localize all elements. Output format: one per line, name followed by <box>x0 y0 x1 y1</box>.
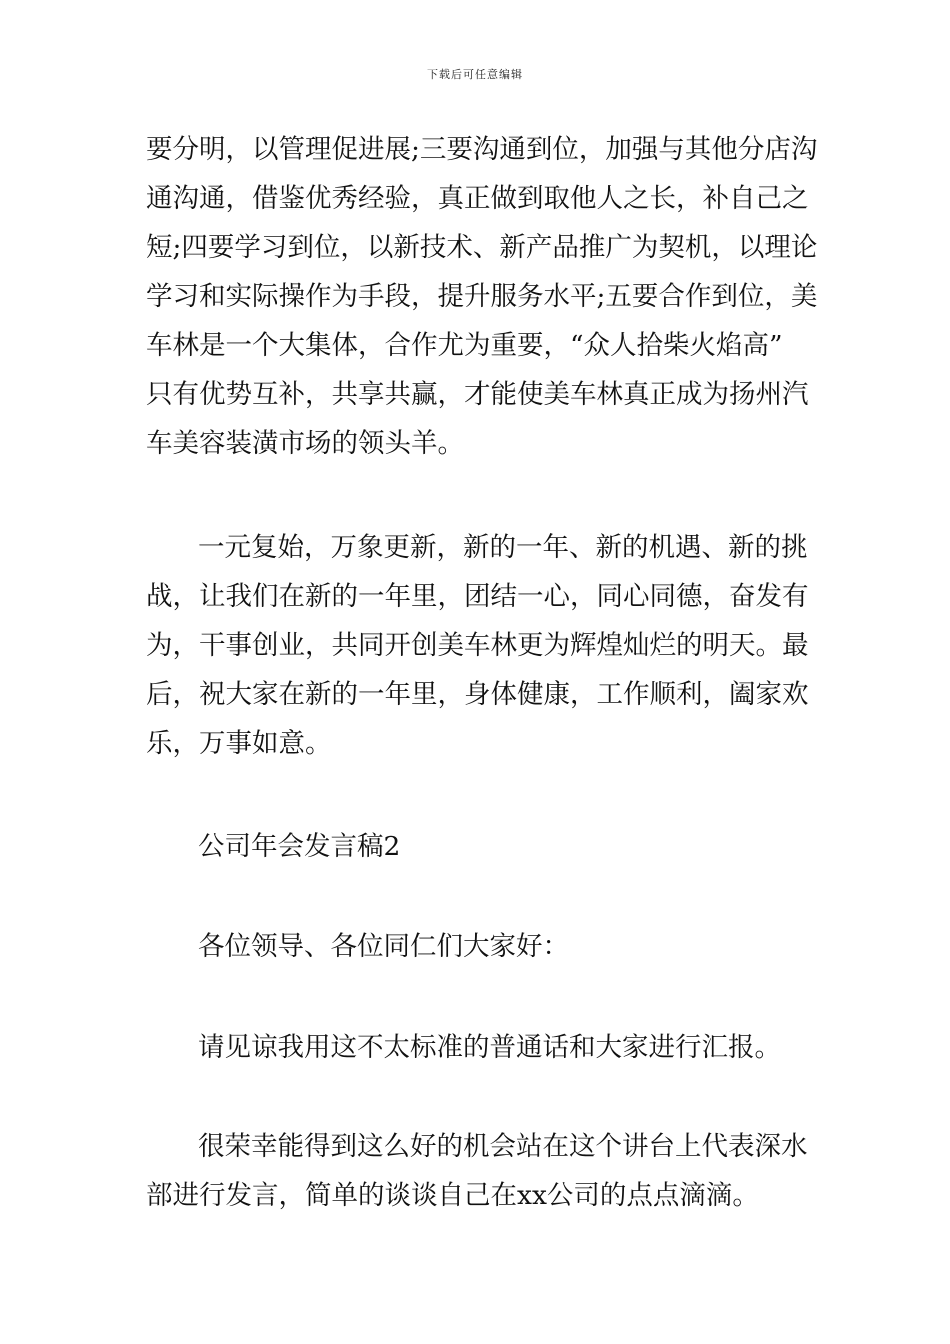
text-line: 后，祝大家在新的一年里，身体健康，工作顺利，阖家欢 <box>146 679 809 710</box>
text-line: 战，让我们在新的一年里，团结一心，同心同德，奋发有 <box>146 581 809 612</box>
text-line: 部进行发言，简单的谈谈自己在xx公司的点点滴滴。 <box>146 1180 759 1211</box>
text-line: 要分明，以管理促进展;三要沟通到位，加强与其他分店沟 <box>146 134 818 165</box>
text-line: 很荣幸能得到这么好的机会站在这个讲台上代表深水 <box>198 1131 808 1162</box>
text-line: 为，干事创业，共同开创美车林更为辉煌灿烂的明天。最 <box>146 630 809 661</box>
section-title: 公司年会发言稿2 <box>198 831 401 862</box>
paragraph-apology: 请见谅我用这不太标准的普通话和大家进行汇报。 <box>198 1032 781 1063</box>
text-line: 车美容装潢市场的领头羊。 <box>146 428 464 459</box>
text-line: 乐，万事如意。 <box>146 728 332 759</box>
text-line: 车林是一个大集体，合作尤为重要，“众人拾柴火焰高” <box>146 330 783 361</box>
page-header: 下载后可任意编辑 <box>427 68 523 81</box>
text-line: 学习和实际操作为手段，提升服务水平;五要合作到位，美 <box>146 281 818 312</box>
text-line: 短;四要学习到位，以新技术、新产品推广为契机，以理论 <box>146 232 818 263</box>
text-line: 只有优势互补，共享共赢，才能使美车林真正成为扬州汽 <box>146 379 809 410</box>
greeting: 各位领导、各位同仁们大家好： <box>198 931 569 962</box>
text-line: 通沟通，借鉴优秀经验，真正做到取他人之长，补自己之 <box>146 183 809 214</box>
text-line: 一元复始，万象更新，新的一年、新的机遇、新的挑 <box>198 532 808 563</box>
